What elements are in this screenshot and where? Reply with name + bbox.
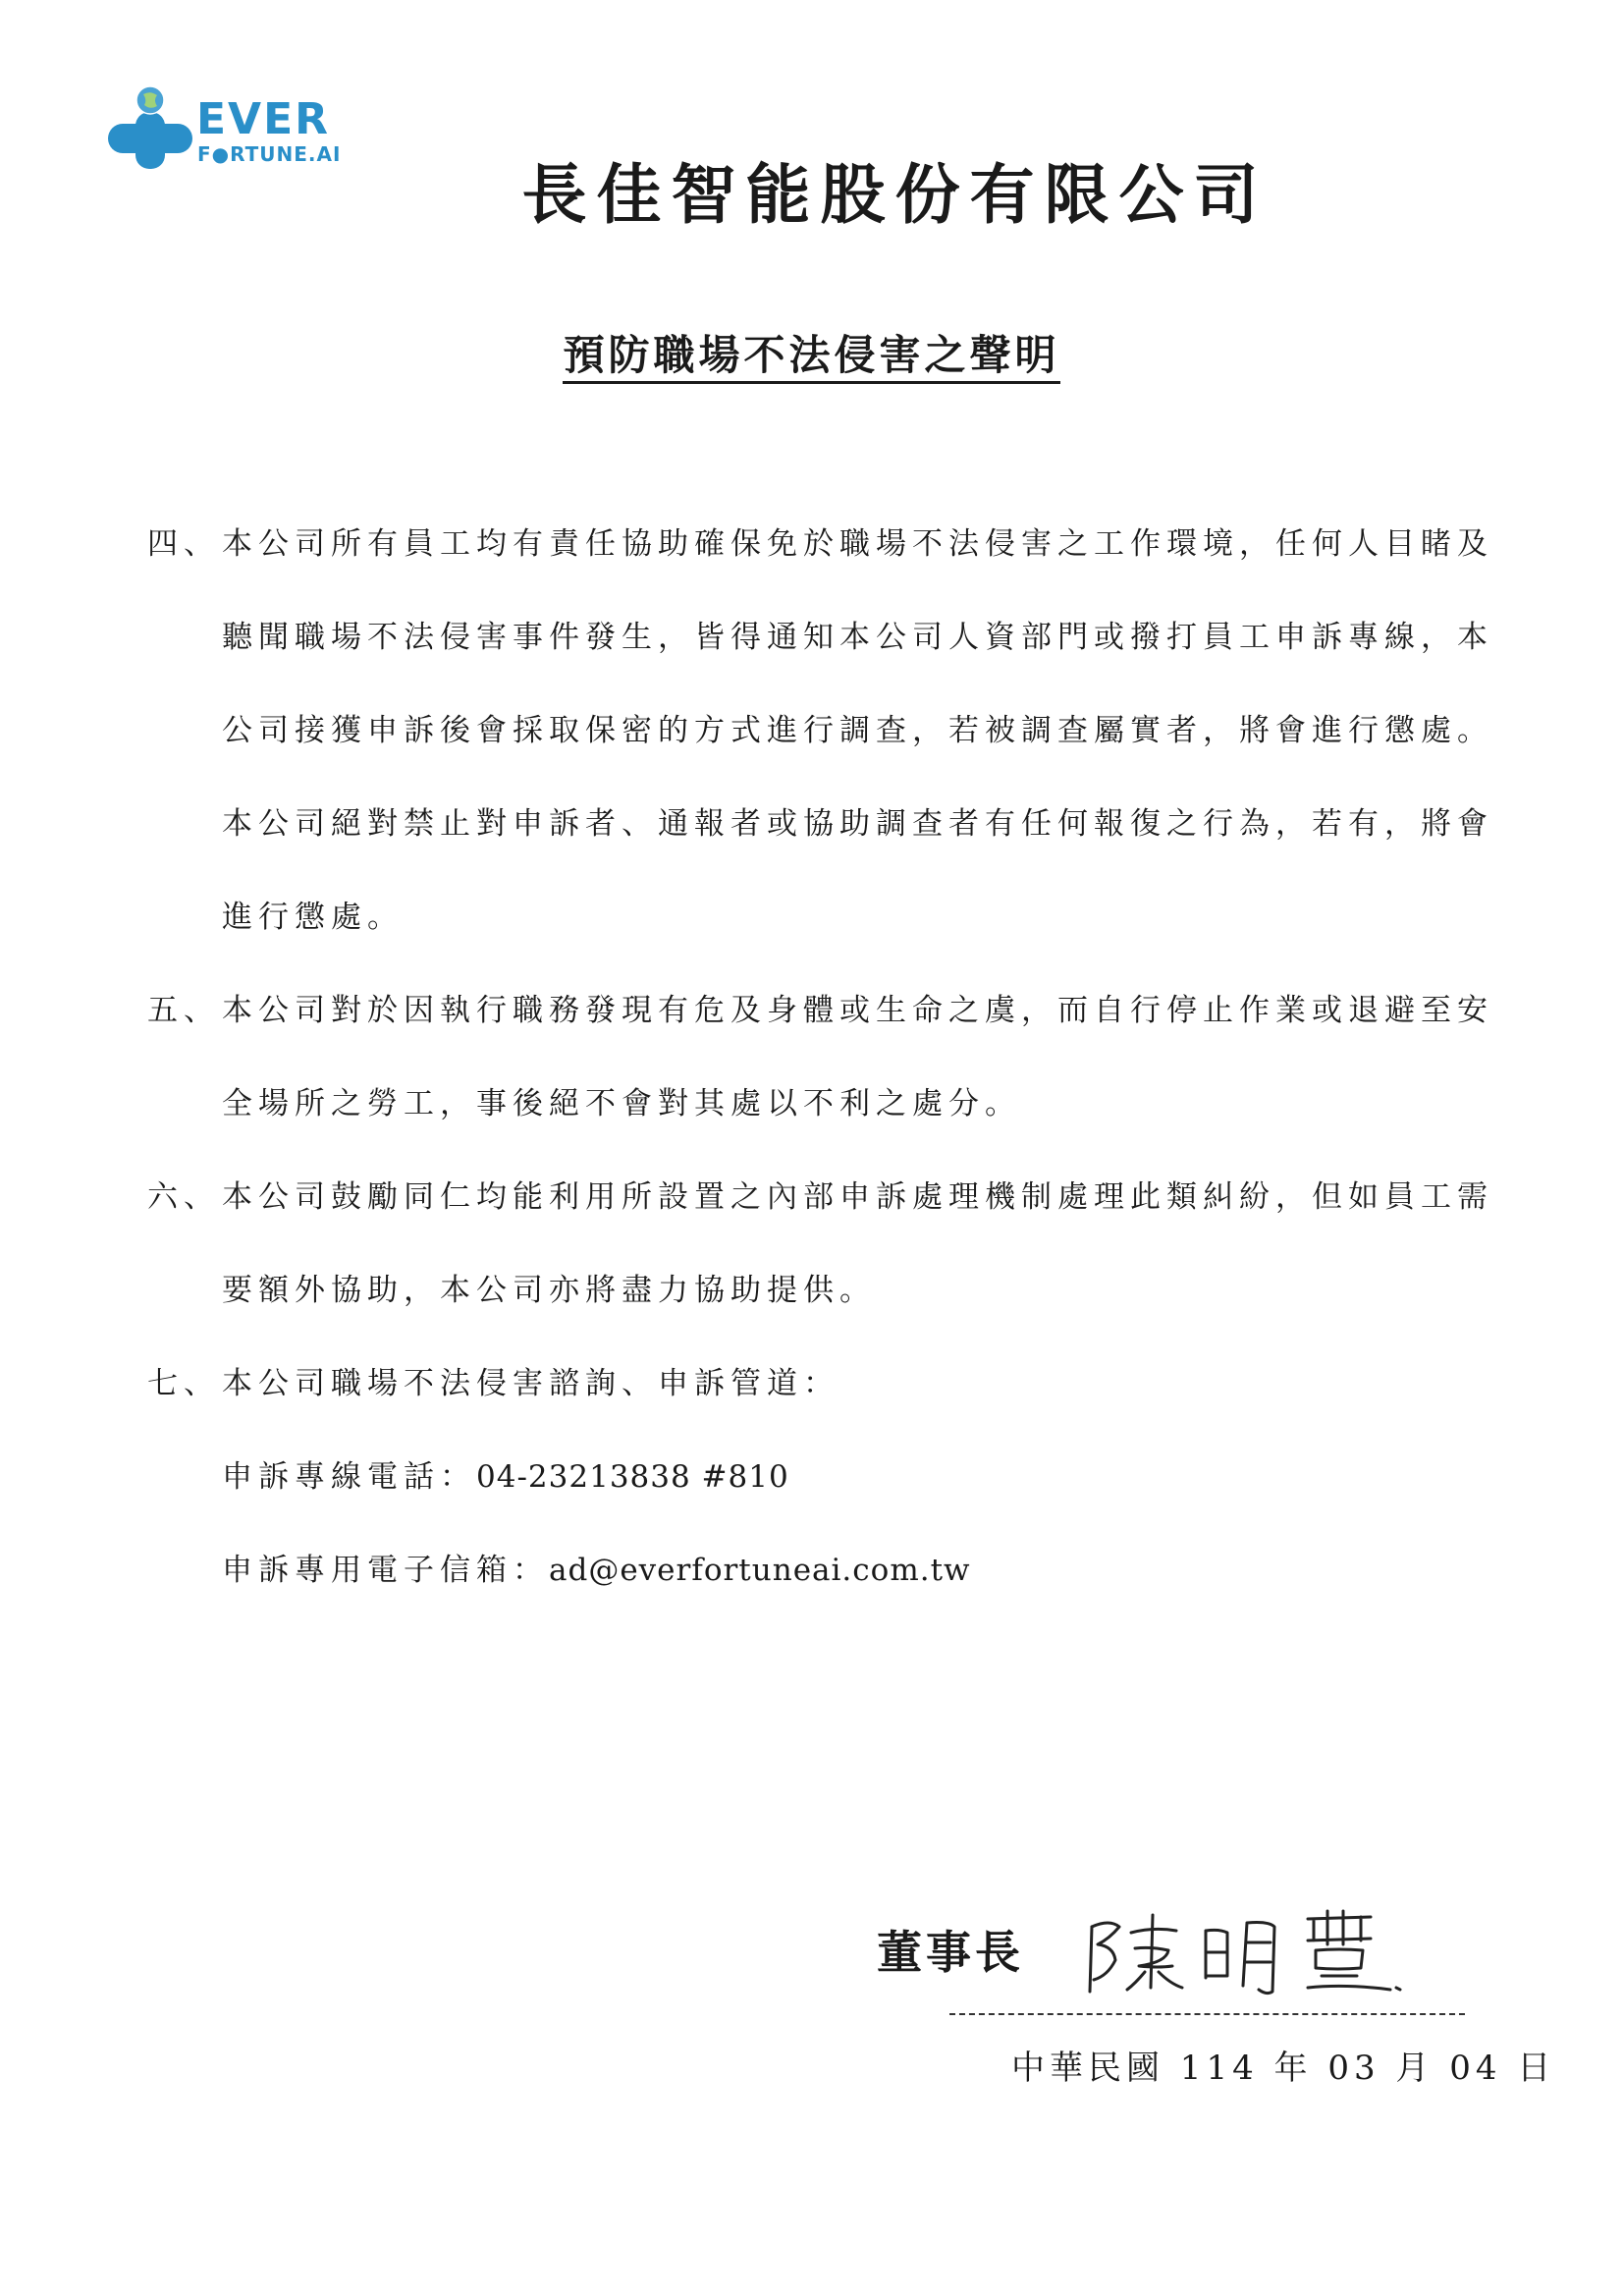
section-line: 本公司絕對禁止對申訴者、通報者或協助調查者有任何報復之行為，若有，將會 bbox=[222, 806, 1493, 842]
email-value: ad@everfortuneai.com.tw bbox=[549, 1553, 971, 1588]
section-line: 要額外協助，本公司亦將盡力協助提供。 bbox=[222, 1273, 876, 1308]
section-line: 本公司職場不法侵害諮詢、申訴管道： bbox=[222, 1366, 839, 1401]
document-date: 中華民國 114 年 03 月 04 日 bbox=[1011, 2049, 1556, 2088]
document-title bbox=[0, 328, 1623, 383]
section-number: 六、 bbox=[147, 1179, 220, 1215]
section-number: 七、 bbox=[147, 1366, 220, 1401]
section-line: 本公司對於因執行職務發現有危及身體或生命之虞，而自行停止作業或退避至安 bbox=[222, 993, 1493, 1028]
section-line: 公司接獲申訴後會採取保密的方式進行調查，若被調查屬實者，將會進行懲處。 bbox=[222, 713, 1493, 748]
chairman-label: 董事長 bbox=[877, 1926, 1024, 1979]
document-title-text: 預防職場不法侵害之聲明 bbox=[563, 331, 1059, 384]
section-number: 五、 bbox=[147, 993, 220, 1028]
email-row bbox=[222, 1551, 971, 1590]
section-line: 本公司所有員工均有責任協助確保免於職場不法侵害之工作環境，任何人目睹及 bbox=[222, 526, 1493, 562]
chairman-signature bbox=[1080, 1897, 1434, 2005]
signature-line bbox=[949, 2013, 1465, 2015]
section-line: 進行懲處。 bbox=[222, 900, 404, 935]
email-label: 申訴專用電子信箱： bbox=[222, 1553, 549, 1588]
company-name: 長佳智能股份有限公司 bbox=[521, 156, 1269, 233]
section-number: 四、 bbox=[147, 526, 220, 562]
hotline-value: 04-23213838 #810 bbox=[476, 1459, 789, 1495]
section-line: 聽聞職場不法侵害事件發生，皆得通知本公司人資部門或撥打員工申訴專線，本 bbox=[222, 620, 1493, 655]
section-line: 本公司鼓勵同仁均能利用所設置之內部申訴處理機制處理此類糾紛，但如員工需 bbox=[222, 1179, 1493, 1215]
hotline-row bbox=[222, 1457, 789, 1497]
hotline-label: 申訴專線電話： bbox=[222, 1459, 476, 1495]
section-line: 全場所之勞工，事後絕不會對其處以不利之處分。 bbox=[222, 1086, 1021, 1121]
logo-brand-top: EVER bbox=[196, 94, 331, 144]
logo-brand-bottom: F●RTUNE.AI bbox=[197, 142, 342, 166]
